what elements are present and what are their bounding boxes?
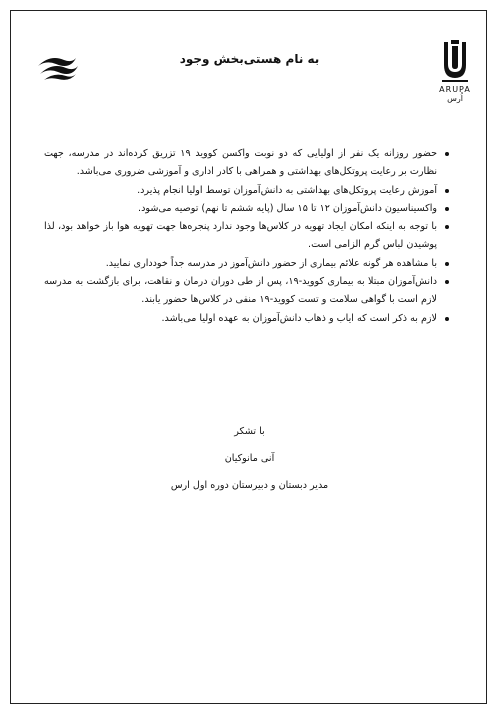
notice-list: [44, 145, 451, 328]
logo-persian-text: اُرس: [447, 94, 463, 103]
list-item: دانش‌آموزان مبتلا به بیماری کووید-۱۹، پس از طی دوران درمان و نقاهت، برای بازگشت به مدرسه لازم است با گواهی سلامت و تست کووید-۱۹ منفی در کلاس‌ها حضور یابند.: [44, 273, 437, 310]
page-border: [10, 10, 487, 704]
list-item: با مشاهده هر گونه علائم بیماری از حضور دانش‌آموز در مدرسه جداً خودداری نمایید.: [44, 255, 437, 273]
signature-name: آنی مانوکیان: [224, 453, 275, 464]
notice-body: [44, 145, 451, 328]
logo-latin-text: ARUPA: [439, 85, 471, 94]
list-item: واکسیناسیون دانش‌آموزان ۱۲ تا ۱۵ سال (پایه ششم تا نهم) توصیه می‌شود.: [44, 200, 437, 218]
list-item: حضور روزانه یک نفر از اولیایی که دو نوبت واکسن کووید ۱۹ تزریق کرده‌اند در مدرسه، جهت نظارت بر رعایت پروتکل‌های بهداشتی و همراهی با کادر اداری و آموزشی ضروری می‌باشد.: [44, 145, 437, 182]
list-item: با توجه به اینکه امکان ایجاد تهویه در کلاس‌ها وجود ندارد پنجره‌ها جهت تهویه هوا باز خواهد بود، لذا پوشیدن لباس گرم الزامی است.: [44, 218, 437, 255]
school-logo: [435, 38, 475, 106]
signature-block: [0, 418, 499, 499]
signature-thanks: با تشکر: [234, 426, 265, 437]
list-item: لازم به ذکر است که ایاب و ذهاب دانش‌آموزان به عهده اولیا می‌باشد.: [44, 310, 437, 328]
page-title: به نام هستی‌بخش وجود: [179, 52, 320, 66]
list-item: آموزش رعایت پروتکل‌های بهداشتی به دانش‌آموزان توسط اولیا انجام پذیرد.: [44, 182, 437, 200]
signature-role: مدیر دبستان و دبیرستان دوره اول ارس: [170, 480, 329, 491]
